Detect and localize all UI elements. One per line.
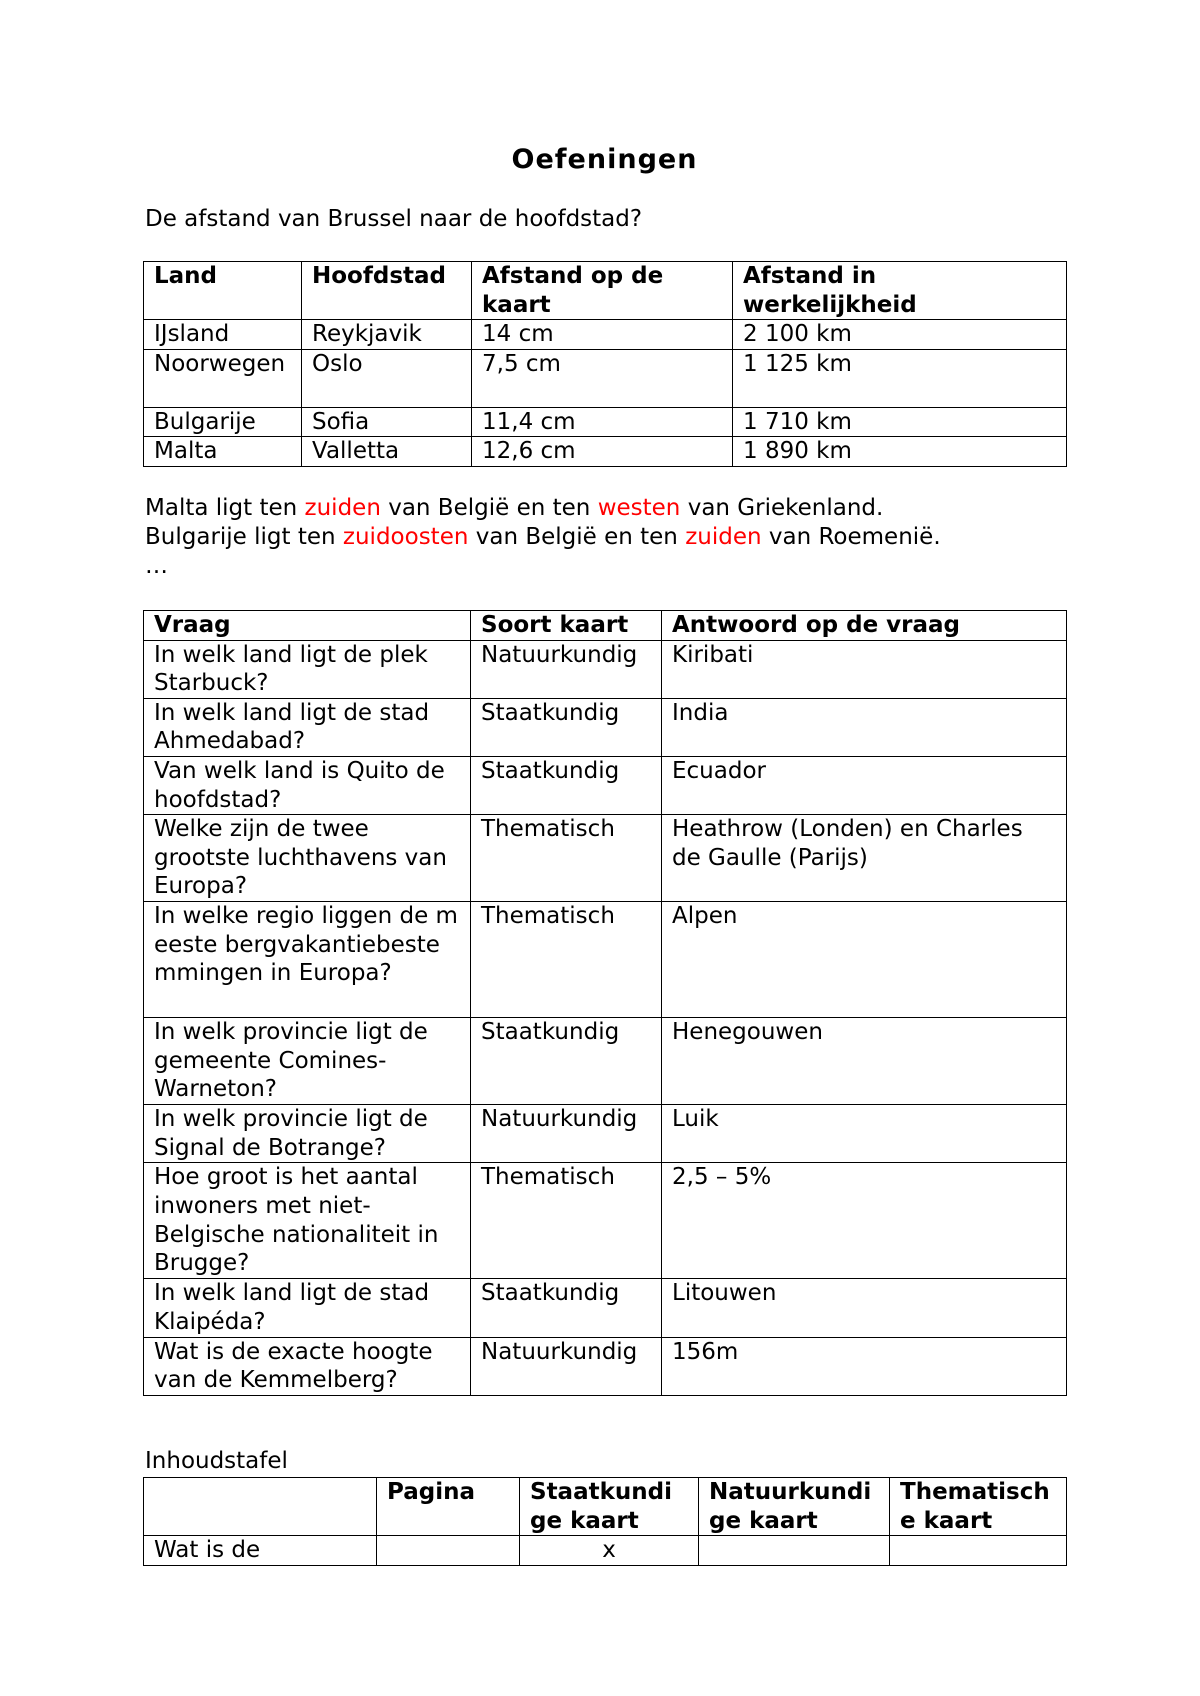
sentence-text: Bulgarije ligt ten [145,524,343,550]
direction-word: zuiden [685,524,762,550]
cell-antwoord: Ecuador [662,756,1067,814]
distance-table-header [144,262,1067,320]
table-row [144,320,1067,350]
header-vraag: Vraag [144,611,471,641]
direction-word: zuidoosten [342,524,469,550]
index-label: Inhoudstafel [145,1448,288,1474]
header-land: Land [144,262,302,320]
cell-afstand-werkelijkheid: 1 710 km [733,407,1067,437]
table-row [144,1105,1067,1163]
cell-onderwerp: Wat is de [144,1536,377,1566]
cell-afstand-werkelijkheid: 1 890 km [733,437,1067,467]
cell-soort-kaart: Thematisch [471,815,662,902]
cell-antwoord: 156m [662,1337,1067,1395]
cell-soort-kaart: Staatkundig [471,1279,662,1337]
header-antwoord: Antwoord op de vraag [662,611,1067,641]
cell-afstand-kaart: 12,6 cm [472,437,733,467]
cell-vraag: In welk provincie ligt de Signal de Botrange? [144,1105,471,1163]
sentence-text: Malta ligt ten [145,495,305,521]
cell-thematisch-mark [890,1536,1067,1566]
cell-soort-kaart: Staatkundig [471,756,662,814]
cell-vraag: In welk provincie ligt de gemeente Comines-Warneton? [144,1018,471,1105]
table-row [144,902,1067,1018]
direction-word: zuiden [304,495,381,521]
cell-soort-kaart: Natuurkundig [471,1105,662,1163]
sentence-text: van Griekenland. [680,495,884,521]
cell-afstand-kaart: 7,5 cm [472,349,733,407]
header-natuurkundige-kaart: Natuurkundige kaart [699,1478,890,1536]
header-hoofdstad: Hoofdstad [302,262,472,320]
header-afstand-kaart: Afstand op de kaart [472,262,733,320]
distance-table [143,261,1067,467]
cell-antwoord: Litouwen [662,1279,1067,1337]
cell-afstand-werkelijkheid: 2 100 km [733,320,1067,350]
cell-soort-kaart: Thematisch [471,902,662,1018]
sentence-text: van België en ten [380,495,598,521]
cell-vraag: Hoe groot is het aantal inwoners met niet-Belgische nationaliteit in Brugge? [144,1163,471,1279]
cell-soort-kaart: Staatkundig [471,1018,662,1105]
table-row [144,698,1067,756]
cell-antwoord: 2,5 – 5% [662,1163,1067,1279]
table-row [144,407,1067,437]
cell-vraag: In welke regio liggen de meeste bergvakantiebestemmingen in Europa? [144,902,471,1018]
cell-soort-kaart: Thematisch [471,1163,662,1279]
header-afstand-werkelijkheid: Afstand in werkelijkheid [733,262,1067,320]
header-soort-kaart: Soort kaart [471,611,662,641]
cell-antwoord: Luik [662,1105,1067,1163]
cell-soort-kaart: Natuurkundig [471,1337,662,1395]
cell-afstand-kaart: 14 cm [472,320,733,350]
page-title: Oefeningen [511,144,698,175]
header-thematische-kaart: Thematische kaart [890,1478,1067,1536]
cell-hoofdstad: Sofia [302,407,472,437]
table-row [144,1337,1067,1395]
intro-question: De afstand van Brussel naar de hoofdstad? [145,206,643,232]
cell-hoofdstad: Valletta [302,437,472,467]
sentence-text: van België en ten [468,524,686,550]
header-empty [144,1478,377,1536]
cell-afstand-kaart: 11,4 cm [472,407,733,437]
cell-land: IJsland [144,320,302,350]
index-table-header [144,1478,1067,1536]
header-pagina: Pagina [377,1478,520,1536]
table-row [144,1279,1067,1337]
table-row [144,349,1067,407]
cell-antwoord: Kiribati [662,640,1067,698]
cell-vraag: In welk land ligt de stad Klaipéda? [144,1279,471,1337]
index-table [143,1477,1067,1566]
cell-hoofdstad: Oslo [302,349,472,407]
table-row [144,756,1067,814]
cell-antwoord: India [662,698,1067,756]
table-row [144,815,1067,902]
cell-vraag: Van welk land is Quito de hoofdstad? [144,756,471,814]
sentence-malta [145,494,883,523]
cell-soort-kaart: Natuurkundig [471,640,662,698]
table-row [144,640,1067,698]
table-row [144,1018,1067,1105]
table-row [144,1163,1067,1279]
cell-land: Noorwegen [144,349,302,407]
cell-land: Malta [144,437,302,467]
cell-vraag: Wat is de exacte hoogte van de Kemmelberg? [144,1337,471,1395]
cell-natuurkundig-mark [699,1536,890,1566]
sentence-bulgarije [145,523,941,552]
cell-soort-kaart: Staatkundig [471,698,662,756]
cell-antwoord: Alpen [662,902,1067,1018]
header-staatkundige-kaart: Staatkundige kaart [520,1478,699,1536]
cell-land: Bulgarije [144,407,302,437]
direction-word: westen [597,495,681,521]
table-row [144,437,1067,467]
cell-vraag: In welk land ligt de stad Ahmedabad? [144,698,471,756]
cell-hoofdstad: Reykjavik [302,320,472,350]
sentence-text: van Roemenië. [761,524,941,550]
cell-antwoord: Heathrow (Londen) en Charles de Gaulle (Parijs) [662,815,1067,902]
question-table [143,610,1067,1396]
cell-staatkundig-mark: x [520,1536,699,1566]
table-row [144,1536,1067,1566]
cell-pagina [377,1536,520,1566]
cell-vraag: In welk land ligt de plek Starbuck? [144,640,471,698]
cell-afstand-werkelijkheid: 1 125 km [733,349,1067,407]
cell-vraag: Welke zijn de twee grootste luchthavens van Europa? [144,815,471,902]
question-table-header [144,611,1067,641]
cell-antwoord: Henegouwen [662,1018,1067,1105]
ellipsis: … [145,553,168,579]
